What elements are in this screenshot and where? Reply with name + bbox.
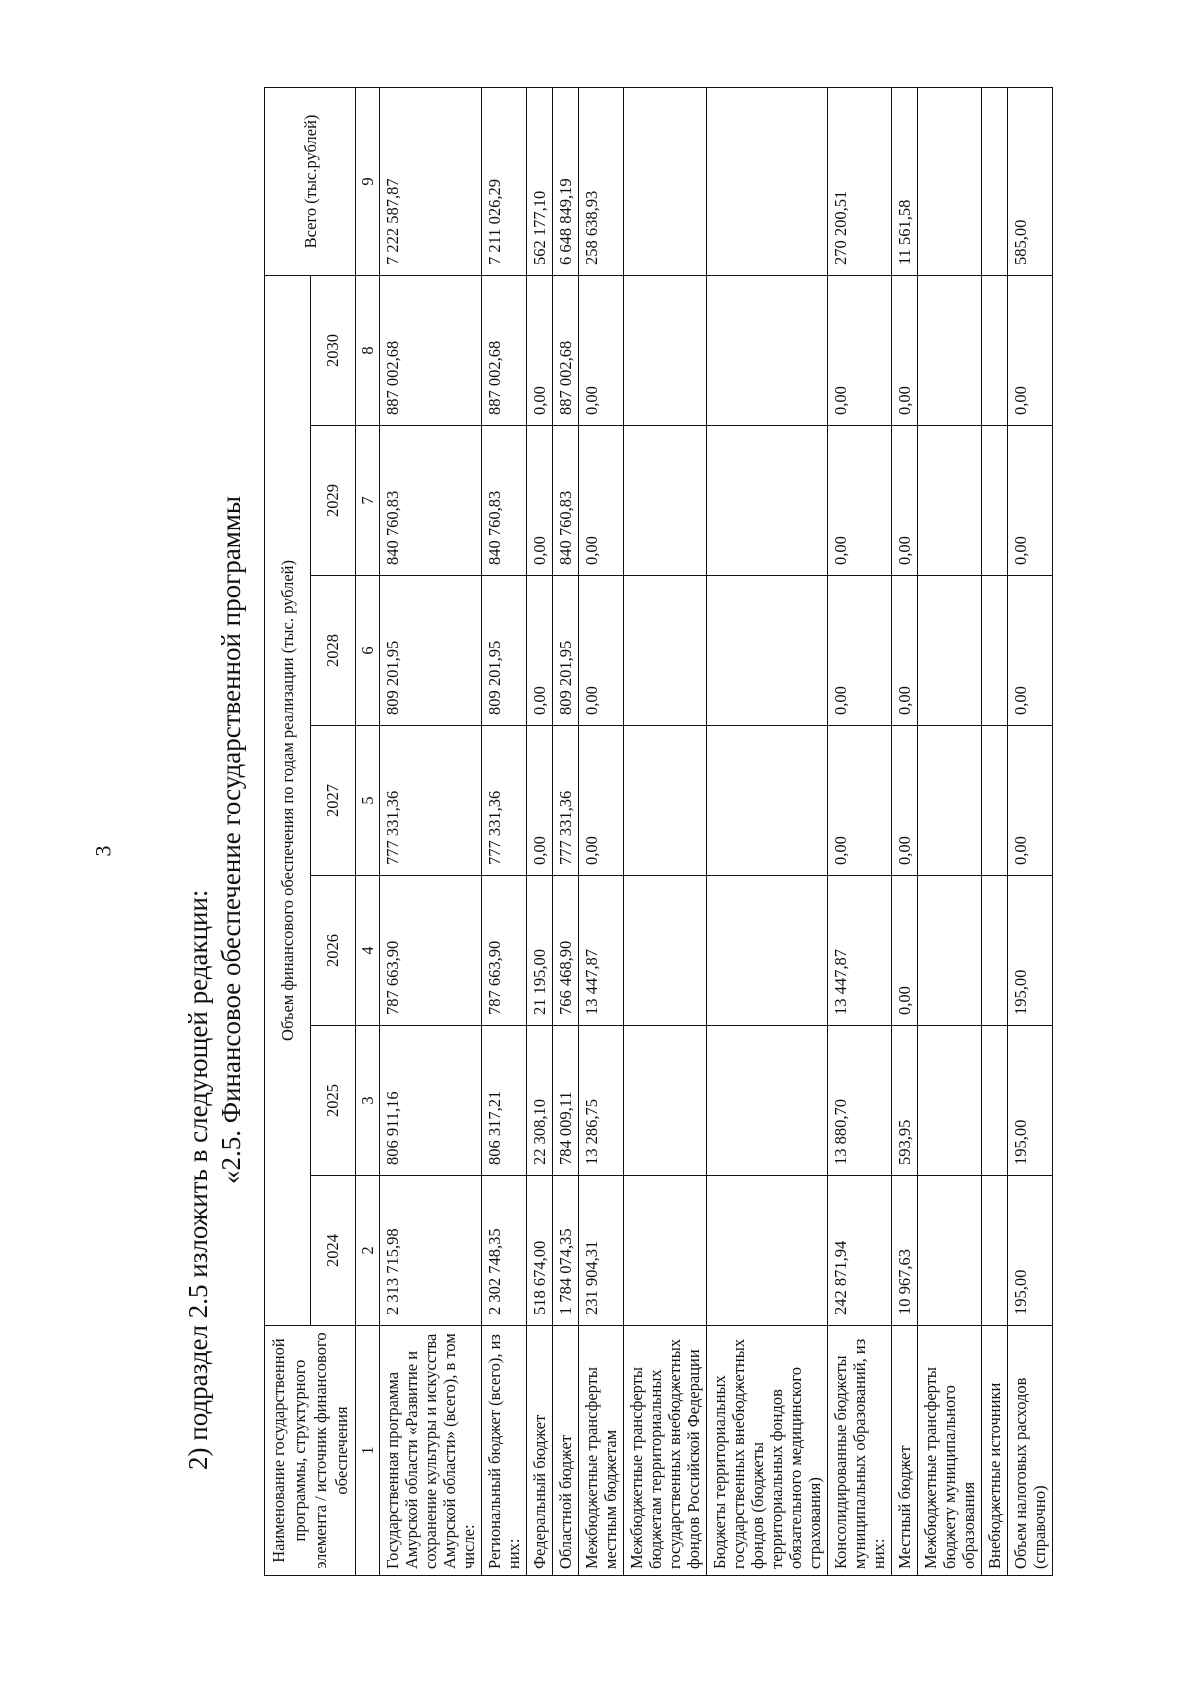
value-cell: 10 967,63 (892, 1176, 918, 1326)
header-total-cell: Всего (тыс.рублей) (265, 87, 356, 275)
value-cell: 21 195,00 (527, 876, 553, 1026)
value-cell (707, 1176, 828, 1326)
value-cell (918, 426, 982, 576)
row-name-cell: Межбюджетные трансферты местным бюджетам (579, 1326, 624, 1576)
value-cell: 7 211 026,29 (482, 87, 527, 275)
value-cell (982, 726, 1008, 876)
row-name-cell: Консолидированные бюджеты муниципальных образований, из них: (828, 1326, 892, 1576)
value-cell: 0,00 (892, 576, 918, 726)
value-cell (624, 726, 707, 876)
value-cell: 809 201,95 (482, 576, 527, 726)
header-year-cell: 2028 (310, 576, 356, 726)
value-cell: 0,00 (527, 576, 553, 726)
value-cell: 0,00 (1008, 275, 1053, 425)
value-cell (918, 726, 982, 876)
value-cell (918, 1026, 982, 1176)
value-cell: 242 871,94 (828, 1176, 892, 1326)
value-cell: 7 222 587,87 (380, 87, 482, 275)
row-name-cell: Областной бюджет (553, 1326, 579, 1576)
value-cell: 1 784 074,35 (553, 1176, 579, 1326)
header-year-cell: 2026 (310, 876, 356, 1026)
header-year-cell: 2027 (310, 726, 356, 876)
value-cell: 195,00 (1008, 1176, 1053, 1326)
value-cell (982, 275, 1008, 425)
column-index-cell: 4 (356, 876, 380, 1026)
value-cell (918, 275, 982, 425)
table-row (918, 87, 982, 1575)
value-cell (982, 426, 1008, 576)
value-cell (918, 1176, 982, 1326)
table-row (579, 87, 624, 1575)
value-cell: 887 002,68 (553, 275, 579, 425)
value-cell: 258 638,93 (579, 87, 624, 275)
value-cell (624, 876, 707, 1026)
value-cell: 593,95 (892, 1026, 918, 1176)
value-cell (918, 576, 982, 726)
value-cell (624, 1176, 707, 1326)
value-cell: 840 760,83 (553, 426, 579, 576)
column-index-cell: 6 (356, 576, 380, 726)
value-cell: 0,00 (579, 576, 624, 726)
value-cell: 0,00 (579, 275, 624, 425)
header-row-group (265, 87, 311, 1575)
value-cell: 0,00 (892, 876, 918, 1026)
rotated-document-content (182, 40, 1182, 1640)
value-cell: 887 002,68 (482, 275, 527, 425)
table-row (892, 87, 918, 1575)
value-cell: 887 002,68 (380, 275, 482, 425)
table-row (828, 87, 892, 1575)
value-cell: 0,00 (527, 726, 553, 876)
row-name-cell: Местный бюджет (892, 1326, 918, 1576)
value-cell: 777 331,36 (380, 726, 482, 876)
value-cell: 840 760,83 (380, 426, 482, 576)
header-name-cell: Наименование государственной программы, структурного элемента / источник финансового обеспечения (265, 1326, 356, 1576)
page-number: 3 (90, 845, 116, 857)
value-cell: 0,00 (579, 726, 624, 876)
value-cell: 0,00 (1008, 726, 1053, 876)
value-cell (707, 726, 828, 876)
value-cell: 13 880,70 (828, 1026, 892, 1176)
column-index-cell: 5 (356, 726, 380, 876)
value-cell: 777 331,36 (482, 726, 527, 876)
header-year-cell: 2030 (310, 275, 356, 425)
value-cell (624, 275, 707, 425)
header-year-cell: 2029 (310, 426, 356, 576)
value-cell: 787 663,90 (380, 876, 482, 1026)
value-cell: 2 313 715,98 (380, 1176, 482, 1326)
value-cell (624, 87, 707, 275)
value-cell: 195,00 (1008, 1026, 1053, 1176)
value-cell: 13 447,87 (828, 876, 892, 1026)
value-cell: 809 201,95 (380, 576, 482, 726)
value-cell: 0,00 (828, 426, 892, 576)
row-name-cell: Федеральный бюджет (527, 1326, 553, 1576)
value-cell (707, 1026, 828, 1176)
value-cell: 840 760,83 (482, 426, 527, 576)
table-row (527, 87, 553, 1575)
row-name-cell: Межбюджетные трансферты бюджету муниципального образования (918, 1326, 982, 1576)
column-index-cell: 8 (356, 275, 380, 425)
value-cell: 0,00 (527, 426, 553, 576)
column-index-cell: 7 (356, 426, 380, 576)
table-row (707, 87, 828, 1575)
value-cell (707, 87, 828, 275)
value-cell (918, 876, 982, 1026)
value-cell (624, 576, 707, 726)
value-cell: 270 200,51 (828, 87, 892, 275)
value-cell (624, 426, 707, 576)
value-cell (707, 426, 828, 576)
column-index-cell: 1 (356, 1326, 380, 1576)
value-cell (624, 1026, 707, 1176)
table-row (624, 87, 707, 1575)
column-index-cell: 2 (356, 1176, 380, 1326)
value-cell: 806 911,16 (380, 1026, 482, 1176)
value-cell: 806 317,21 (482, 1026, 527, 1176)
value-cell: 0,00 (828, 275, 892, 425)
value-cell: 6 648 849,19 (553, 87, 579, 275)
table-row (982, 87, 1008, 1575)
value-cell: 2 302 748,35 (482, 1176, 527, 1326)
table-row (482, 87, 527, 1575)
value-cell (982, 576, 1008, 726)
value-cell: 13 447,87 (579, 876, 624, 1026)
value-cell: 0,00 (1008, 576, 1053, 726)
value-cell (707, 876, 828, 1026)
value-cell (918, 87, 982, 275)
row-name-cell: Региональный бюджет (всего), из них: (482, 1326, 527, 1576)
value-cell: 22 308,10 (527, 1026, 553, 1176)
table-row (553, 87, 579, 1575)
value-cell: 13 286,75 (579, 1026, 624, 1176)
value-cell (982, 1026, 1008, 1176)
value-cell: 766 468,90 (553, 876, 579, 1026)
row-name-cell: Бюджеты территориальных государственных внебюджетных фондов (бюджеты территориальных фондов обязательного медицинского страхования) (707, 1326, 828, 1576)
value-cell: 231 904,31 (579, 1176, 624, 1326)
row-name-cell: Государственная программа Амурской области «Развитие и сохранение культуры и искусства Амурской области» (всего), в том числе: (380, 1326, 482, 1576)
row-name-cell: Объем налоговых расходов (справочно) (1008, 1326, 1053, 1576)
value-cell: 0,00 (828, 726, 892, 876)
value-cell: 195,00 (1008, 876, 1053, 1026)
value-cell: 787 663,90 (482, 876, 527, 1026)
header-year-cell: 2025 (310, 1026, 356, 1176)
value-cell: 0,00 (1008, 426, 1053, 576)
value-cell: 585,00 (1008, 87, 1053, 275)
value-cell: 11 561,58 (892, 87, 918, 275)
value-cell (982, 1176, 1008, 1326)
header-group-cell: Объем финансового обеспечения по годам реализации (тыс. рублей) (265, 275, 311, 1325)
table-row (1008, 87, 1053, 1575)
value-cell: 784 009,11 (553, 1026, 579, 1176)
value-cell: 0,00 (828, 576, 892, 726)
value-cell: 777 331,36 (553, 726, 579, 876)
value-cell: 0,00 (527, 275, 553, 425)
financing-table (264, 87, 1053, 1576)
value-cell (982, 87, 1008, 275)
header-year-cell: 2024 (310, 1176, 356, 1326)
column-index-cell: 3 (356, 1026, 380, 1176)
value-cell: 809 201,95 (553, 576, 579, 726)
table-row (380, 87, 482, 1575)
value-cell: 0,00 (892, 275, 918, 425)
column-index-cell: 9 (356, 87, 380, 275)
value-cell (982, 876, 1008, 1026)
section-title: «2.5. Финансовое обеспечение государственной программы (216, 496, 246, 1184)
value-cell: 0,00 (579, 426, 624, 576)
value-cell: 0,00 (892, 726, 918, 876)
column-index-row (356, 87, 380, 1575)
intro-text: 2) подраздел 2.5 изложить в следующей редакции: (183, 889, 213, 1470)
row-name-cell: Внебюджетные источники (982, 1326, 1008, 1576)
value-cell: 518 674,00 (527, 1176, 553, 1326)
value-cell: 0,00 (892, 426, 918, 576)
row-name-cell: Межбюджетные трансферты бюджетам территориальных государственных внебюджетных фондов Российской Федерации (624, 1326, 707, 1576)
value-cell: 562 177,10 (527, 87, 553, 275)
value-cell (707, 576, 828, 726)
value-cell (707, 275, 828, 425)
